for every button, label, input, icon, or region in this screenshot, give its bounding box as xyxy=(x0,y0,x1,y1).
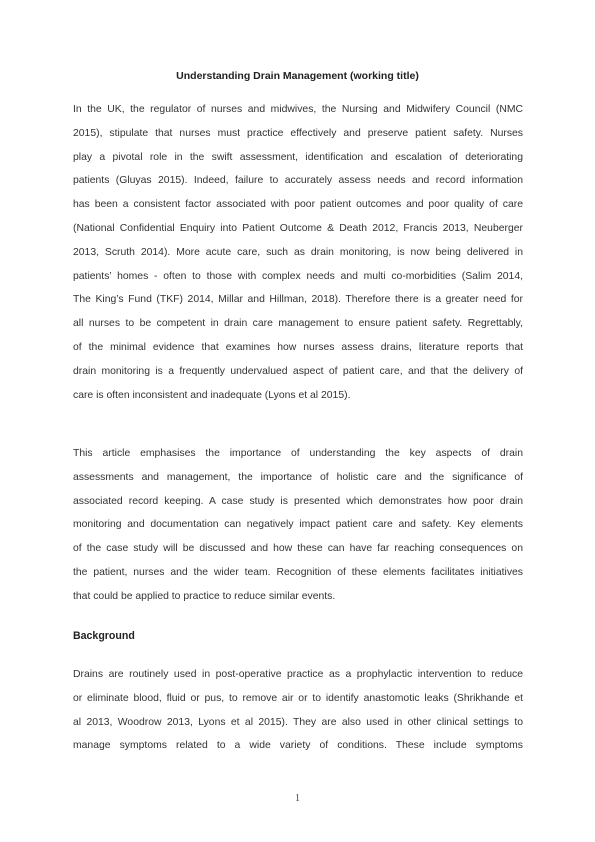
paragraph-line: In the UK, the regulator of nurses and midwives, the Nursing and Midwifery Council (NMC xyxy=(73,104,523,115)
paragraph-line: of the case study will be discussed and how these can have far reaching consequences on xyxy=(73,543,523,555)
paragraph-line: of the minimal evidence that examines how nurses assess drains, literature reports that xyxy=(73,341,523,353)
paragraph-line: assessments and management, the importance of holistic care and the significance of xyxy=(73,471,523,483)
intro-paragraph xyxy=(73,98,523,407)
paragraph-line: the patient, nurses and the wider team. Recognition of these elements facilitates initiatives xyxy=(73,566,523,578)
paragraph-line: Drains are routinely used in post-operative practice as a prophylactic intervention to reduce xyxy=(73,669,523,680)
paragraph-line: associated record keeping. A case study is presented which demonstrates how poor drain xyxy=(73,495,523,507)
page-number: 1 xyxy=(295,793,300,804)
paragraph-line: (National Confidential Enquiry into Patient Outcome & Death 2012, Francis 2013, Neuberger xyxy=(73,222,523,234)
paragraph-line: monitoring and documentation can negatively impact patient care and safety. Key elements xyxy=(73,519,523,531)
document-title: Understanding Drain Management (working title) xyxy=(176,70,419,82)
section-heading-background: Background xyxy=(73,630,135,642)
paragraph-line: has been a consistent factor associated with poor patient outcomes and poor quality of care xyxy=(73,199,523,211)
background-paragraph xyxy=(73,663,523,758)
paragraph-line: This article emphasises the importance of understanding the key aspects of drain xyxy=(73,448,523,459)
paragraph-line: manage symptoms related to a wide variety of conditions. These include symptoms xyxy=(73,740,523,752)
article-summary-paragraph xyxy=(73,442,523,609)
paragraph-line: drain monitoring is a frequently undervalued aspect of patient care, and that the delivery of xyxy=(73,365,523,377)
paragraph-line: 2015), stipulate that nurses must practice effectively and preserve patient safety. Nurses xyxy=(73,127,523,139)
paragraph-line: that could be applied to practice to reduce similar events. xyxy=(73,590,336,602)
paragraph-line: patients (Gluyas 2015). Indeed, failure to accurately assess needs and record information xyxy=(73,175,523,187)
paragraph-line: The King’s Fund (TKF) 2014, Millar and Hillman, 2018). Therefore there is a greater need for xyxy=(73,294,523,306)
paragraph-line: patients’ homes - often to those with complex needs and multi co-morbidities (Salim 2014, xyxy=(73,270,523,282)
paragraph-line: care is often inconsistent and inadequate (Lyons et al 2015). xyxy=(73,389,351,401)
paragraph-line: or eliminate blood, fluid or pus, to remove air or to identify anastomotic leaks (Shrikhande et xyxy=(73,692,523,704)
paragraph-line: all nurses to be competent in drain care management to ensure patient safety. Regrettably, xyxy=(73,318,523,330)
paragraph-line: al 2013, Woodrow 2013, Lyons et al 2015). They are also used in other clinical settings to xyxy=(73,716,523,728)
paragraph-line: play a pivotal role in the swift assessment, identification and escalation of deteriorating xyxy=(73,151,523,163)
paragraph-line: 2013, Scruth 2014). More acute care, such as drain monitoring, is now being delivered in xyxy=(73,246,523,258)
